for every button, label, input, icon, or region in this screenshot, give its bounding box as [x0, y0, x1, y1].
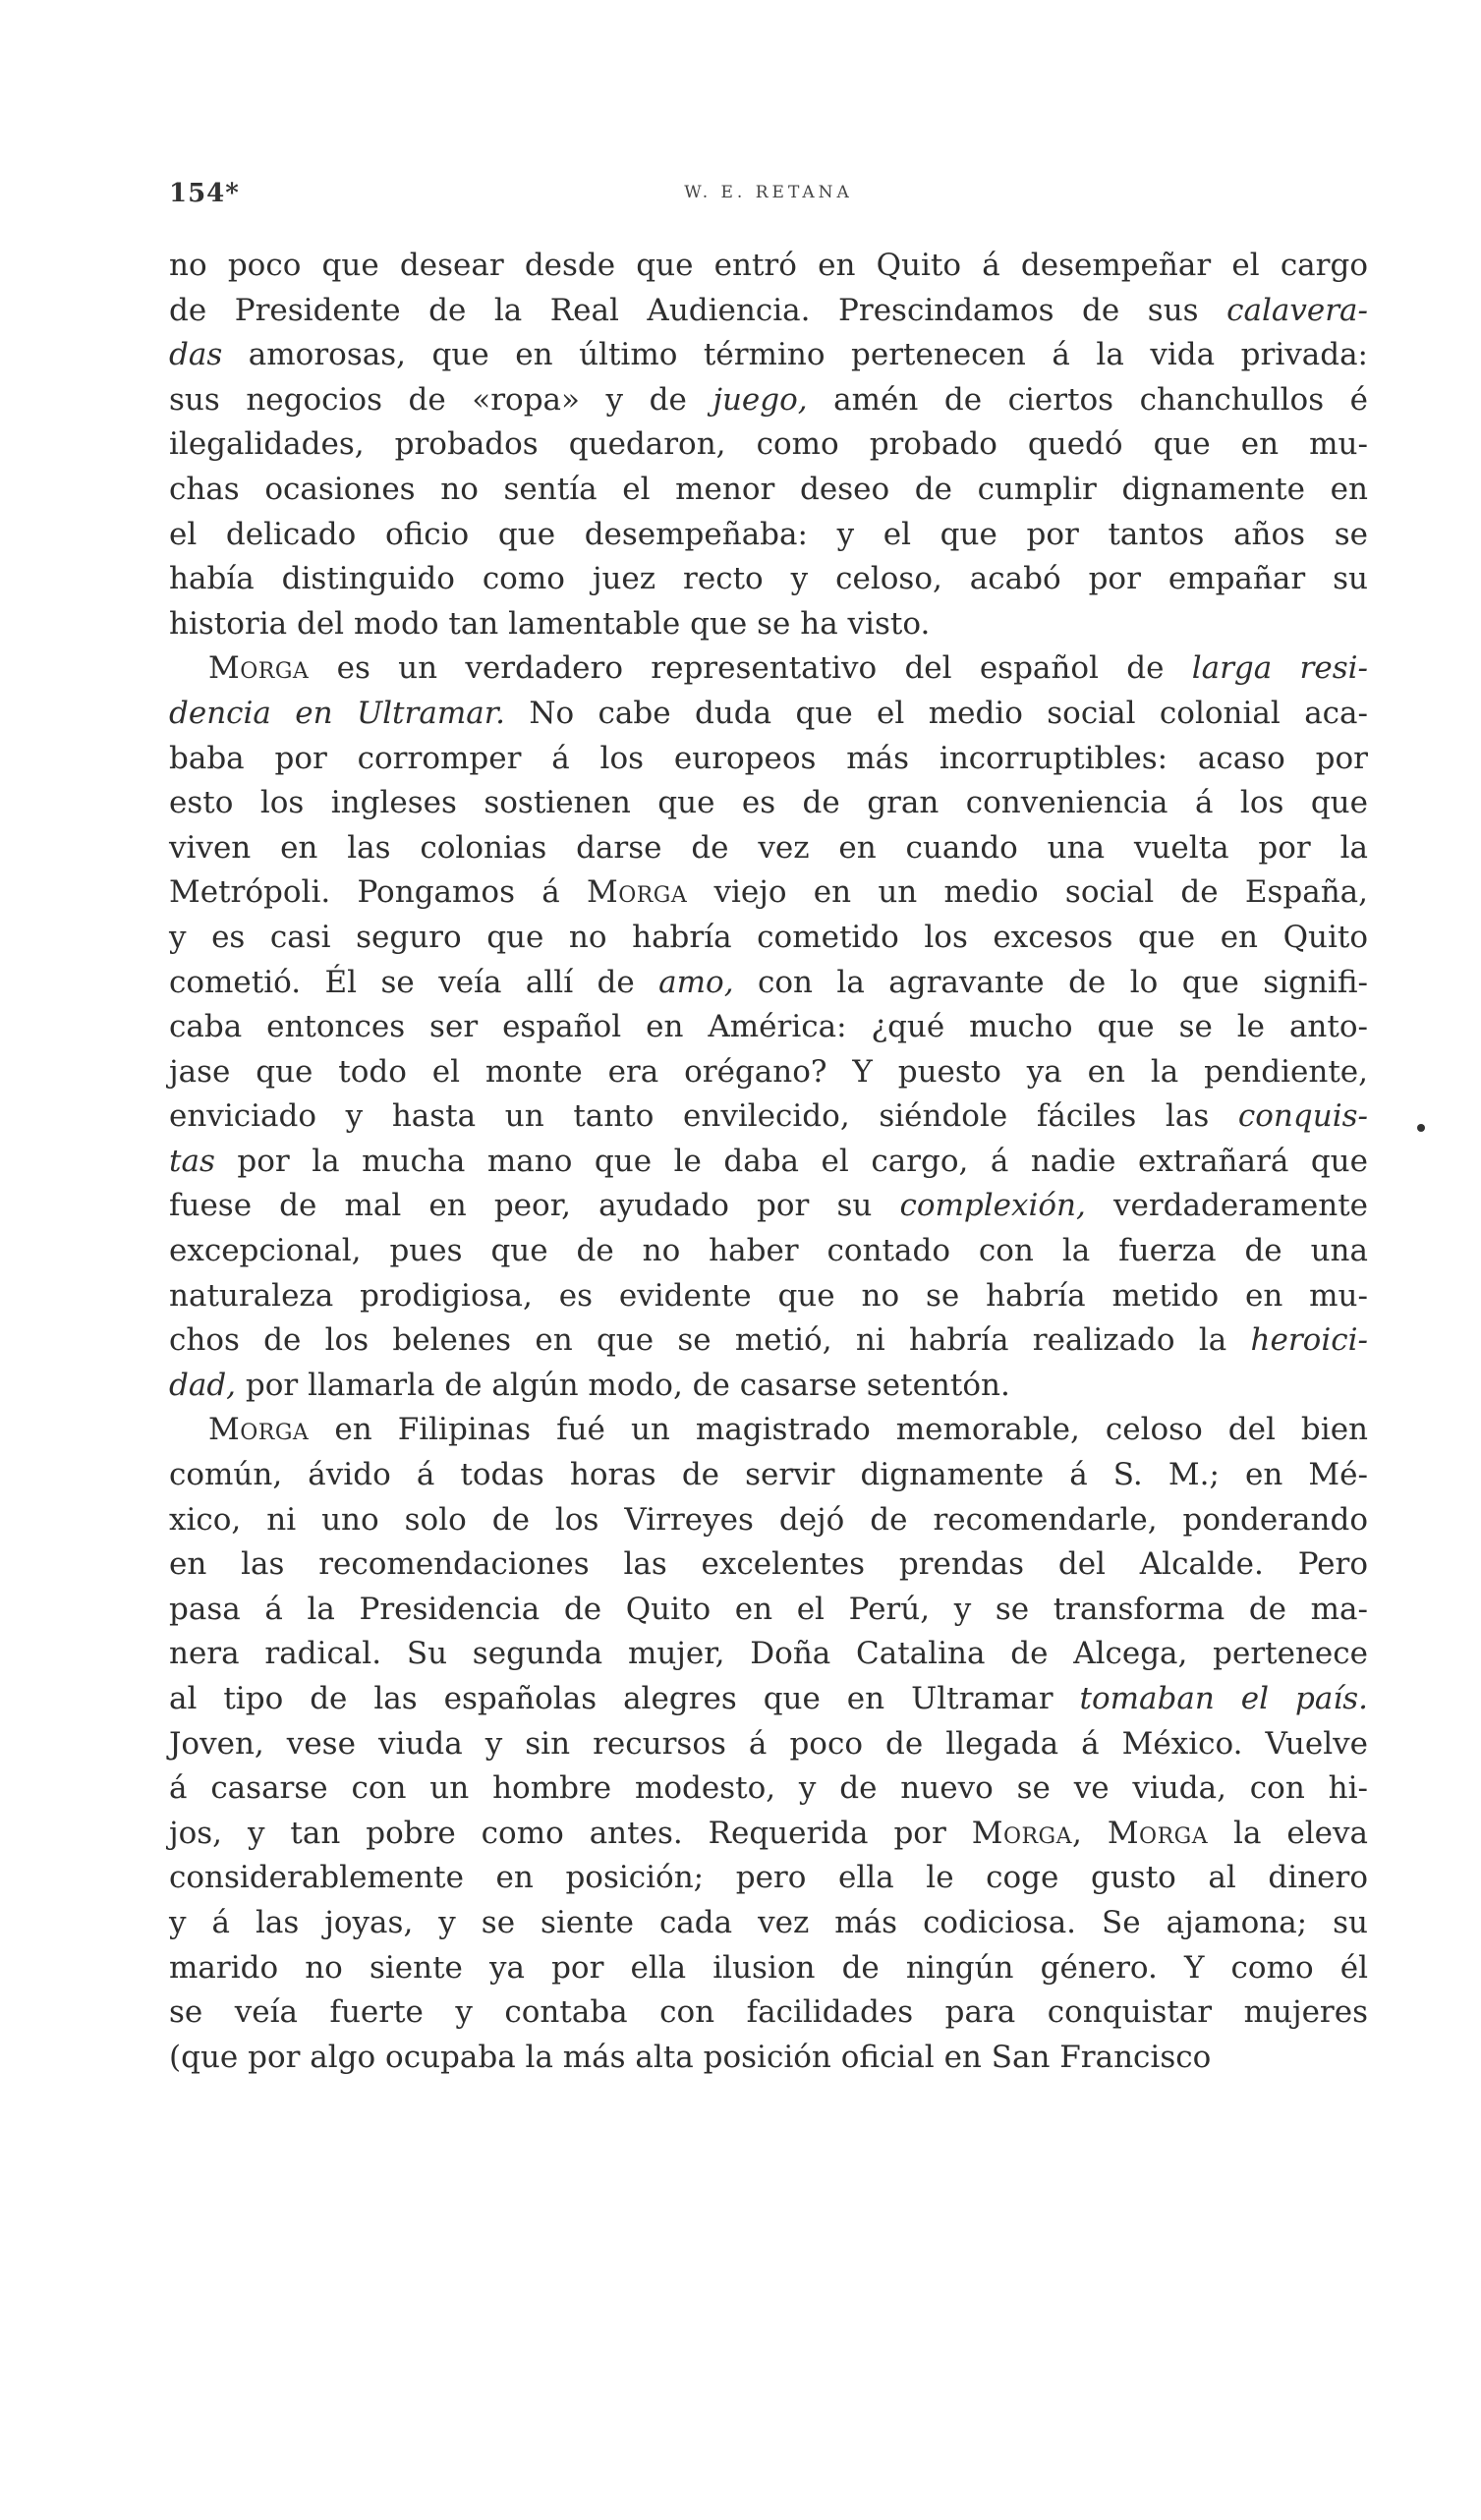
text-line: [169, 1542, 1368, 1588]
text-line: [169, 1318, 1368, 1364]
text-line: [169, 870, 1368, 916]
text-run: esto los ingleses sostienen que es de gran conveniencia á los que: [169, 785, 1368, 821]
running-head: W. E. RETANA: [684, 183, 853, 202]
text-line: [169, 1722, 1368, 1767]
text-run: naturaleza prodigiosa, es evidente que no se habría metido en mu-: [169, 1277, 1368, 1314]
text-run: chos de los belenes en que se metió, ni habría realizado la: [169, 1322, 1251, 1359]
text-line: [169, 1274, 1368, 1319]
text-line: [169, 1184, 1368, 1229]
text-line: [169, 513, 1368, 558]
text-line: [169, 1094, 1368, 1140]
small-caps-name: Morga: [208, 650, 310, 687]
text-line: [169, 1901, 1368, 1946]
text-run: Metrópoli. Pongamos á: [169, 874, 587, 911]
text-run: por la mucha mano que le daba el cargo, á nadie extrañará que: [214, 1143, 1368, 1179]
text-run: había distinguido como juez recto y celoso, acabó por empañar su: [169, 561, 1368, 597]
text-line: [169, 1812, 1368, 1857]
small-caps-name: Morga: [971, 1815, 1073, 1851]
text-run: nera radical. Su segunda mujer, Doña Catalina de Alcega, pertenece: [169, 1636, 1368, 1672]
text-run: es un verdadero representativo del español de: [309, 650, 1192, 687]
margin-dot-mark: [1417, 1124, 1425, 1132]
text-run: al tipo de las españolas alegres que en Ultramar: [169, 1681, 1080, 1716]
text-run: sus negocios de «ropa» y de: [169, 381, 713, 418]
text-run: cometió. Él se veía allí de: [169, 964, 659, 1000]
text-line: [169, 1050, 1368, 1095]
italic-text: das: [169, 337, 223, 373]
text-line: [169, 646, 1368, 692]
text-line: [169, 1946, 1368, 1991]
text-run: chas ocasiones no sentía el menor deseo de cumplir dignamente en: [169, 471, 1368, 507]
text-line: [169, 1588, 1368, 1633]
italic-text: amo,: [658, 964, 734, 1000]
text-line: [169, 333, 1368, 378]
italic-text: conquis-: [1237, 1098, 1368, 1135]
text-run: común, ávido á todas horas de servir dignamente á S. M.; en Mé-: [169, 1457, 1368, 1493]
text-run: la eleva: [1208, 1815, 1368, 1851]
small-caps-name: Morga: [586, 874, 688, 911]
text-run: amorosas, que en último término pertenecen á la vida privada:: [222, 337, 1368, 373]
text-run: y es casi seguro que no habría cometido los excesos que en Quito: [169, 919, 1368, 955]
text-run: fuese de mal en peor, ayudado por su: [169, 1188, 900, 1224]
text-run: á casarse con un hombre modesto, y de nuevo se ve viuda, con hi-: [169, 1770, 1368, 1807]
text-run: por llamarla de algún modo, de casarse setentón.: [236, 1367, 1010, 1403]
text-run: verdaderamente: [1085, 1188, 1369, 1224]
text-run: y á las joyas, y se siente cada vez más codiciosa. Se ajamona; su: [169, 1904, 1368, 1940]
text-run: xico, ni uno solo de los Virreyes dejó de recomendarle, ponderando: [169, 1501, 1368, 1538]
text-line: [169, 557, 1368, 602]
text-line: [169, 378, 1368, 423]
text-line: [169, 422, 1368, 468]
text-line: [169, 1766, 1368, 1812]
text-line: [169, 781, 1368, 826]
paragraph-3: [169, 1408, 1368, 2080]
text-run: ilegalidades, probados quedaron, como probado quedó que en mu-: [169, 426, 1368, 463]
text-line: [169, 1990, 1368, 2036]
text-run: en Filipinas fué un magistrado memorable, celoso del bien: [309, 1412, 1368, 1448]
small-caps-name: Morga: [208, 1412, 310, 1448]
text-line: [169, 1364, 1368, 1409]
text-line: [169, 2036, 1368, 2081]
text-run: (que por algo ocupaba la más alta posición oficial en San Francisco: [169, 2039, 1212, 2075]
text-line: [169, 1453, 1368, 1498]
text-line: [169, 961, 1368, 1006]
text-line: [169, 1632, 1368, 1677]
text-run: jase que todo el monte era orégano? Y puesto ya en la pendiente,: [169, 1053, 1368, 1090]
text-run: pasa á la Presidencia de Quito en el Perú, y se transforma de ma-: [169, 1591, 1368, 1627]
text-run: en las recomendaciones las excelentes prendas del Alcalde. Pero: [169, 1546, 1368, 1583]
text-run: historia del modo tan lamentable que se ha visto.: [169, 605, 931, 642]
italic-text: complexión,: [899, 1188, 1086, 1224]
text-line: [169, 244, 1368, 289]
text-line: [169, 1408, 1368, 1453]
page-number: 154*: [169, 179, 240, 208]
italic-text: larga resi-: [1191, 650, 1369, 687]
italic-text: tas: [169, 1143, 215, 1179]
text-run: amén de ciertos chanchullos é: [807, 381, 1368, 418]
text-line: [169, 737, 1368, 782]
text-run: se veía fuerte y contaba con facilidades para conquistar mujeres: [169, 1994, 1368, 2031]
text-line: [169, 468, 1368, 513]
italic-text: juego,: [712, 381, 808, 418]
small-caps-name: Morga: [1107, 1815, 1209, 1851]
italic-text: tomaban el país.: [1079, 1681, 1369, 1716]
text-run: baba por corromper á los europeos más incorruptibles: acaso por: [169, 740, 1368, 776]
text-run: excepcional, pues que de no haber contado con la fuerza de una: [169, 1233, 1368, 1269]
paragraph-1: [169, 244, 1368, 646]
text-line: [169, 289, 1368, 334]
text-line: [169, 1140, 1368, 1185]
text-run: enviciado y hasta un tanto envilecido, siéndole fáciles las: [169, 1098, 1238, 1135]
text-line: [169, 916, 1368, 961]
italic-text: heroici-: [1250, 1322, 1368, 1359]
text-line: [169, 1005, 1368, 1050]
italic-text: dad,: [169, 1367, 237, 1403]
text-run: marido no siente ya por ella ilusion de ningún género. Y como él: [169, 1949, 1368, 1986]
text-run: viejo en un medio social de España,: [687, 874, 1368, 911]
text-run: de Presidente de la Real Audiencia. Prescindamos de sus: [169, 292, 1227, 328]
text-run: no poco que desear desde que entró en Quito á desempeñar el cargo: [169, 248, 1368, 283]
paragraph-2: [169, 646, 1368, 1408]
text-line: [169, 602, 1368, 647]
text-run: el delicado oficio que desempeñaba: y el que por tantos años se: [169, 516, 1368, 552]
text-run: con la agravante de lo que signifi-: [733, 964, 1368, 1000]
text-run: considerablemente en posición; pero ella le coge gusto al dinero: [169, 1860, 1368, 1896]
text-line: [169, 1677, 1368, 1722]
italic-text: dencia en Ultramar.: [169, 695, 505, 731]
text-line: [169, 1498, 1368, 1543]
page-header: [169, 179, 1368, 218]
text-run: No cabe duda que el medio social colonial aca-: [504, 695, 1368, 731]
text-line: [169, 692, 1368, 737]
text-line: [169, 1229, 1368, 1274]
body-text: [169, 244, 1368, 2080]
text-run: ,: [1072, 1815, 1108, 1851]
text-line: [169, 826, 1368, 871]
text-line: [169, 1856, 1368, 1901]
text-run: jos, y tan pobre como antes. Requerida por: [169, 1815, 972, 1851]
text-run: viven en las colonias darse de vez en cuando una vuelta por la: [169, 829, 1368, 866]
italic-text: calavera-: [1226, 292, 1368, 328]
text-run: Joven, vese viuda y sin recursos á poco de llegada á México. Vuelve: [169, 1725, 1368, 1762]
text-run: caba entonces ser español en América: ¿qué mucho que se le anto-: [169, 1009, 1368, 1045]
